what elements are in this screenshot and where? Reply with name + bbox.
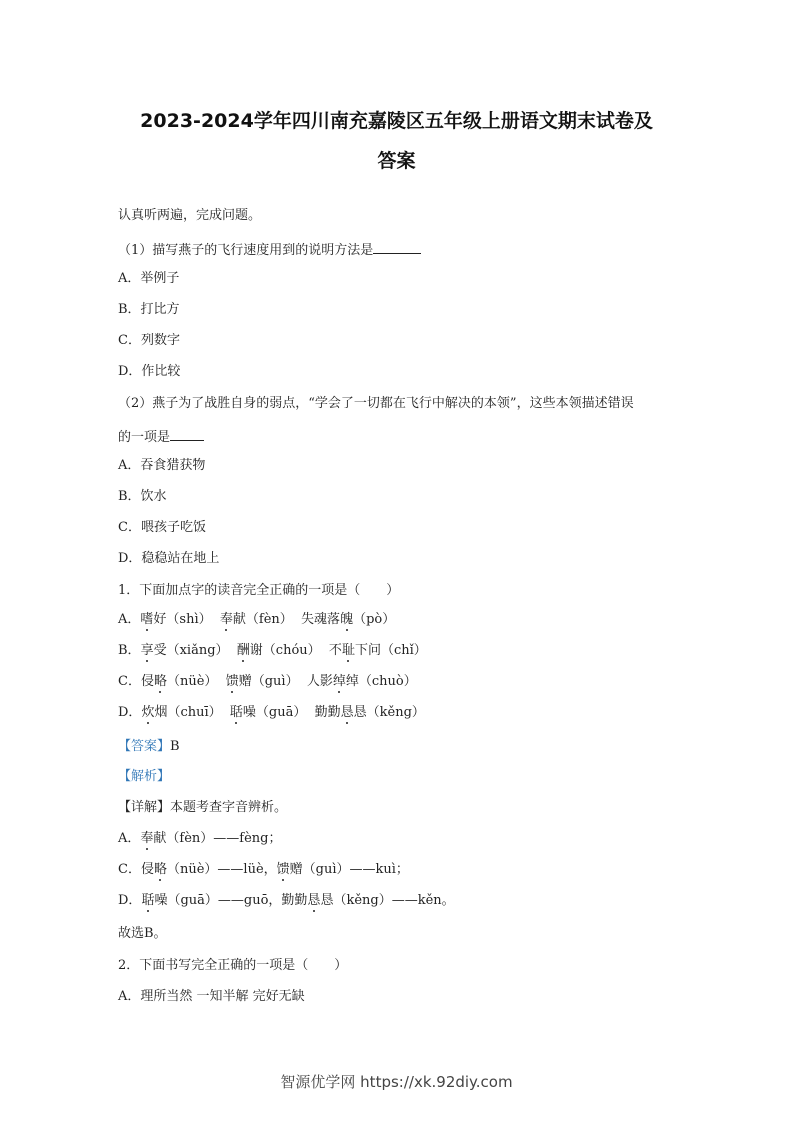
- option-text: 下问（chǐ）: [354, 643, 427, 658]
- option-text: 失魂落: [301, 612, 341, 627]
- option-text: 好（shì）: [153, 612, 212, 627]
- option-text: 恳（kěng）: [353, 705, 425, 720]
- option-text: 受（xiǎng）: [153, 643, 229, 658]
- option-label: A．: [118, 612, 141, 627]
- answer-blank: [373, 239, 421, 254]
- explanation-text: （nüè）——lüè，: [166, 862, 277, 877]
- option-text: 不: [328, 643, 342, 658]
- explanation-text: 恳（kěng）——kěn。: [320, 893, 455, 908]
- listening-q2-option-a: A．吞食猎获物: [118, 458, 206, 473]
- listening-q2-option-c: C．喂孩子吃饭: [118, 520, 206, 535]
- option-label: B．: [118, 643, 141, 658]
- dotted-char: 绰: [332, 674, 346, 689]
- page-title-line2: 答案: [377, 150, 416, 172]
- dotted-char: 恳: [307, 893, 321, 908]
- explanation-text: 噪（guā）——guō，勤勤: [154, 893, 308, 908]
- listening-q2-option-d: D．稳稳站在地上: [118, 551, 220, 566]
- listening-q2-stem-line2: [118, 426, 204, 447]
- dotted-char: 恳: [340, 705, 354, 720]
- dotted-char: 略: [153, 862, 167, 877]
- option-text: 谢（chóu）: [249, 643, 321, 658]
- option-label: D．: [118, 705, 142, 720]
- listening-q1-option-c: C．列数字: [118, 333, 180, 348]
- question1-option-d: [118, 704, 425, 722]
- option-label: C．: [118, 674, 141, 689]
- question2-option-a: A．理所当然 一知半解 完好无缺: [118, 989, 305, 1004]
- option-text: 勤勤: [314, 705, 341, 720]
- dotted-char: 魄: [340, 612, 354, 627]
- dotted-char: 奉: [140, 831, 154, 846]
- question1-stem: 1．下面加点字的读音完全正确的一项是（ ）: [118, 583, 400, 598]
- explanation-text: 献（fèn）——fèng；: [153, 831, 282, 846]
- explanation-text: D．: [118, 893, 142, 908]
- option-text: 噪（guā）: [242, 705, 307, 720]
- dotted-char: 嗜: [140, 612, 154, 627]
- dotted-char: 略: [153, 674, 167, 689]
- explanation-d: [118, 892, 455, 910]
- explanation-text: A．: [118, 831, 141, 846]
- dotted-char: 聒: [141, 893, 155, 908]
- conclusion: 故选B。: [118, 926, 167, 941]
- dotted-char: 酬: [236, 643, 250, 658]
- dotted-char: 炊: [141, 705, 155, 720]
- q2-stem-text: 的一项是: [118, 430, 171, 445]
- listening-q2-stem-line1: （2）燕子为了战胜自身的弱点，“学会了一切都在飞行中解决的本领”，这些本领描述错误: [118, 396, 634, 411]
- option-text: 侵: [140, 674, 154, 689]
- option-text: 绰（chuò）: [345, 674, 417, 689]
- answer-line: [118, 738, 180, 756]
- dotted-char: 耻: [341, 643, 355, 658]
- detail-text: 本题考查字音辨析。: [170, 800, 288, 815]
- q1-stem-text: （1）描写燕子的飞行速度用到的说明方法是: [118, 243, 374, 258]
- explanation-text: 赠（guì）——kuì；: [289, 862, 409, 877]
- option-text: （pò）: [353, 612, 396, 627]
- option-text: 献（fèn）: [232, 612, 293, 627]
- explanation-a: [118, 830, 281, 848]
- option-text: 人影: [306, 674, 333, 689]
- answer-value: B: [170, 739, 180, 754]
- question1-option-b: [118, 642, 427, 660]
- listening-q2-option-b: B．饮水: [118, 489, 167, 504]
- question2-stem: 2．下面书写完全正确的一项是（ ）: [118, 958, 348, 973]
- listening-q1-option-d: D．作比较: [118, 364, 181, 379]
- answer-blank: [170, 426, 204, 441]
- question1-option-c: [118, 673, 417, 691]
- listening-q1-option-b: B．打比方: [118, 302, 180, 317]
- dotted-char: 奉: [219, 612, 233, 627]
- explanation-text: C．侵: [118, 862, 154, 877]
- detail-line: [118, 799, 287, 817]
- explanation-c: [118, 861, 409, 879]
- dotted-char: 馈: [225, 674, 239, 689]
- answer-tag: 【答案】: [118, 739, 171, 754]
- analysis-tag: 【解析】: [118, 769, 171, 784]
- dotted-char: 聒: [229, 705, 243, 720]
- listening-q1-option-a: A．举例子: [118, 271, 180, 286]
- option-text: 烟（chuī）: [154, 705, 222, 720]
- listening-q1-stem: [118, 239, 421, 260]
- footer-watermark: 智源优学网 https://xk.92diy.com: [280, 1073, 513, 1091]
- option-text: （nüè）: [166, 674, 218, 689]
- dotted-char: 享: [140, 643, 154, 658]
- option-text: 赠（guì）: [238, 674, 299, 689]
- dotted-char: 馈: [276, 862, 290, 877]
- detail-tag: 【详解】: [118, 800, 171, 815]
- page-title-line1: 2023-2024学年四川南充嘉陵区五年级上册语文期末试卷及: [140, 110, 653, 132]
- listening-intro: 认真听两遍，完成问题。: [118, 208, 262, 223]
- question1-option-a: [118, 611, 395, 629]
